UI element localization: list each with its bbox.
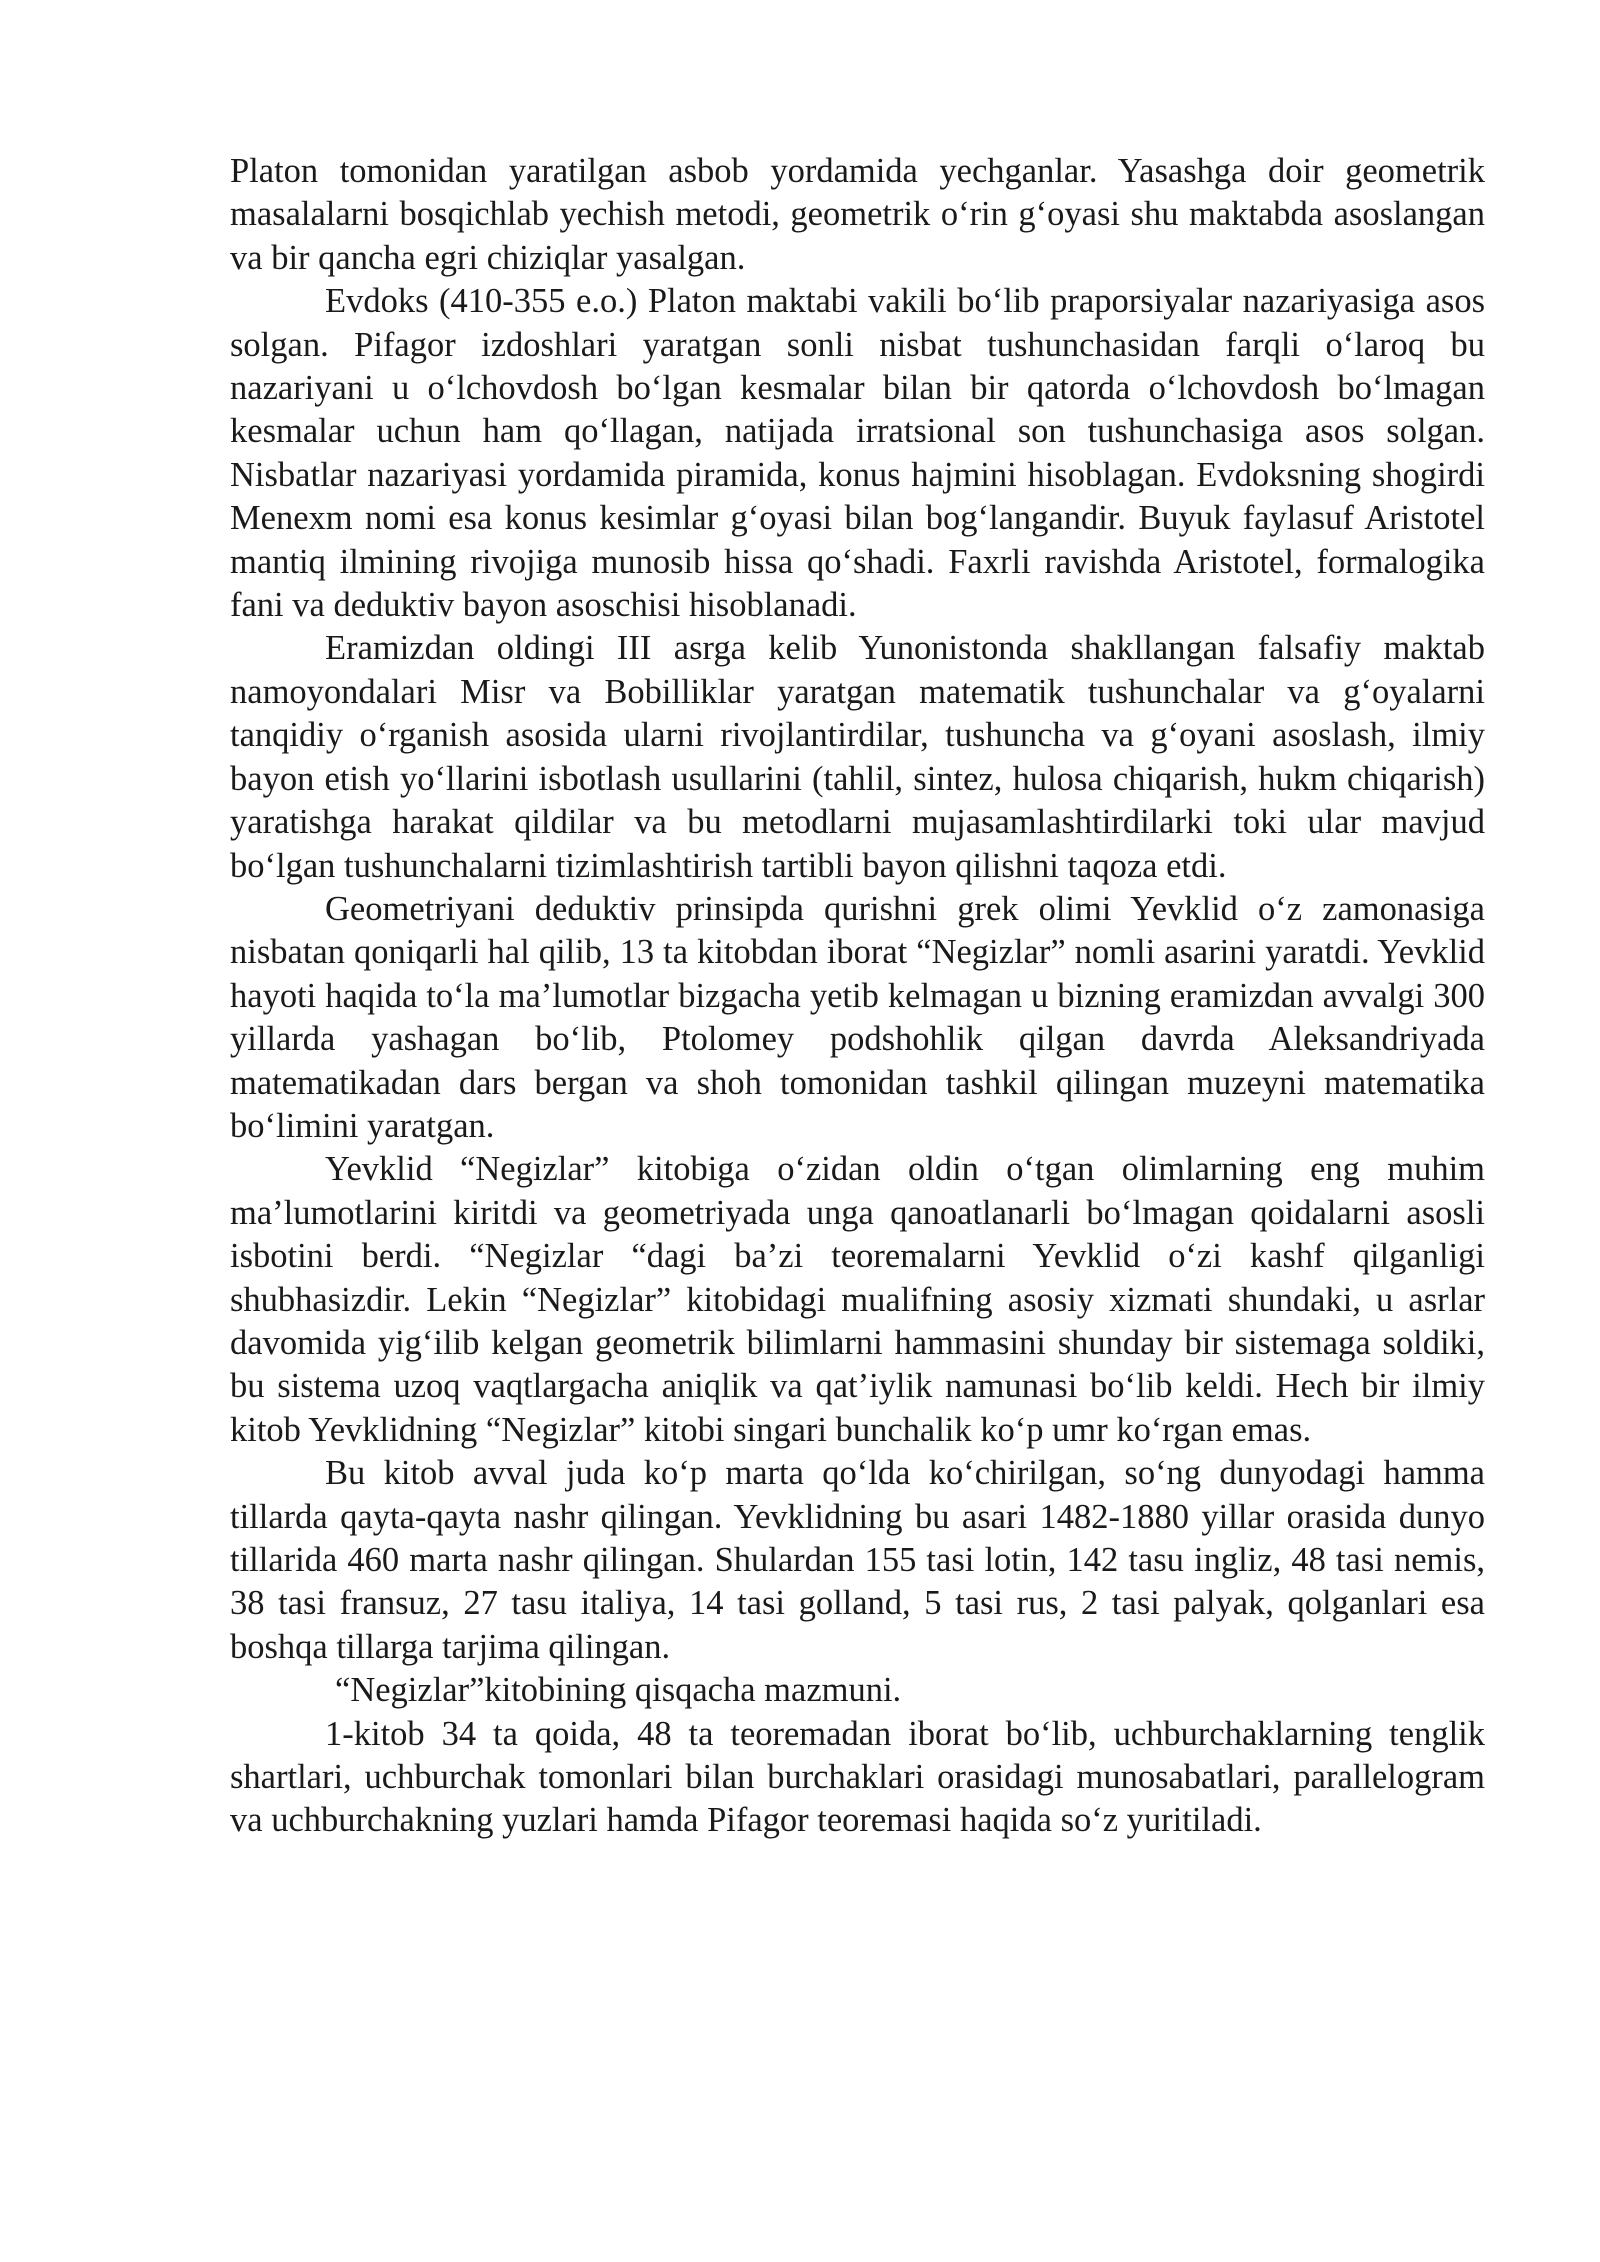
paragraph-platon: Platon tomonidan yaratilgan asbob yordamida yechganlar. Yasashga doir geometrik masalalarni bosqichlab yechish metodi, geometrik o‘rin g‘oyasi shu maktabda asoslangan va bir qancha egri chiziqlar yasalgan. [230,152,1485,277]
paragraph-iii-asr: Eramizdan oldingi III asrga kelib Yunonistonda shakllangan falsafiy maktab namoyondalari Misr va Bobilliklar yaratgan matematik tushunchalar va g‘oyalarni tanqidiy o‘rganish asosida ularni rivojlantirdilar, tushuncha va g‘oyani asoslash, ilmiy bayon etish yo‘llarini isbotlash usullarini (tahlil, sintez, hulosa chiqarish, hukm chiqarish) yaratishga harakat qildilar va bu metodlarni mujasamlashtirdilarki toki ular mavjud bo‘lgan tushunchalarni tizimlashtirish tartibli bayon qilishni taqoza etdi. [230,629,1485,885]
paragraph-nashr: Bu kitob avval juda ko‘p marta qo‘lda ko‘chirilgan, so‘ng dunyodagi hamma tillarda qayta-qayta nashr qilingan. Yevklidning bu asari 1482-1880 yillar orasida dunyo tillarida 460 marta nashr qilingan. Shulardan 155 tasi lotin, 142 tasu ingliz, 48 tasi nemis, 38 tasi fransuz, 27 tasu italiya, 14 tasi golland, 5 tasi rus, 2 tasi palyak, qolganlari esa boshqa tillarga tarjima qilingan. [230,1454,1485,1666]
paragraph-evdoks: Evdoks (410-355 e.o.) Platon maktabi vakili bo‘lib praporsiyalar nazariyasiga asos solgan. Pifagor izdoshlari yaratgan sonli nisbat tushunchasidan farqli o‘laroq bu nazariyani u o‘lchovdosh bo‘lgan kesmalar bilan bir qatorda o‘lchovdosh bo‘lmagan kesmalar uchun ham qo‘llagan, natijada irratsional son tushunchasiga asos solgan. Nisbatlar nazariyasi yordamida piramida, konus hajmini hisoblagan. Evdoksning shogirdi Menexm nomi esa konus kesimlar g‘oyasi bilan bog‘langandir. Buyuk faylasuf Aristotel mantiq ilmining rivojiga munosib hissa qo‘shadi. Faxrli ravishda Aristotel, formalogika fani va deduktiv bayon asoschisi hisoblanadi. [230,282,1485,625]
paragraph-negizlar-kitobi: Yevklid “Negizlar” kitobiga o‘zidan oldin o‘tgan olimlarning eng muhim ma’lumotlarini kiritdi va geometriyada unga qanoatlanarli bo‘lmagan qoidalarni asosli isbotini berdi. “Negizlar “dagi ba’zi teoremalarni Yevklid o‘zi kashf qilganligi shubhasizdir. Lekin “Negizlar” kitobidagi mualifning asosiy xizmati shundaki, u asrlar davomida yig‘ilib kelgan geometrik bilimlarni hammasini shunday bir sistemaga soldiki, bu sistema uzoq vaqtlargacha aniqlik va qat’iylik namunasi bo‘lib keldi. Hech bir ilmiy kitob Yevklidning “Negizlar” kitobi singari bunchalik ko‘p umr ko‘rgan emas. [230,1150,1485,1449]
paragraph-yevklid-deduktiv: Geometriyani deduktiv prinsipda qurishni grek olimi Yevklid o‘z zamonasiga nisbatan qoniqarli hal qilib, 13 ta kitobdan iborat “Negizlar” nomli asarini yaratdi. Yevklid hayoti haqida to‘la ma’lumotlar bizgacha yetib kelmagan u bizning eramizdan avvalgi 300 yillarda yashagan bo‘lib, Ptolomey podshohlik qilgan davrda Aleksandriyada matematikadan dars bergan va shoh tomonidan tashkil qilingan muzeyni matematika bo‘limini yaratgan. [230,889,1485,1145]
paragraph-1-kitob: 1-kitob 34 ta qoida, 48 ta teoremadan iborat bo‘lib, uchburchaklarning tenglik shartlari, uchburchak tomonlari bilan burchaklari orasidagi munosabatlari, parallelogram va uchburchakning yuzlari hamda Pifagor teoremasi haqida so‘z yuritiladi. [230,1714,1485,1840]
document-page [230,150,1485,1843]
section-heading: “Negizlar”kitobining qisqacha mazmuni. [335,1671,902,1710]
